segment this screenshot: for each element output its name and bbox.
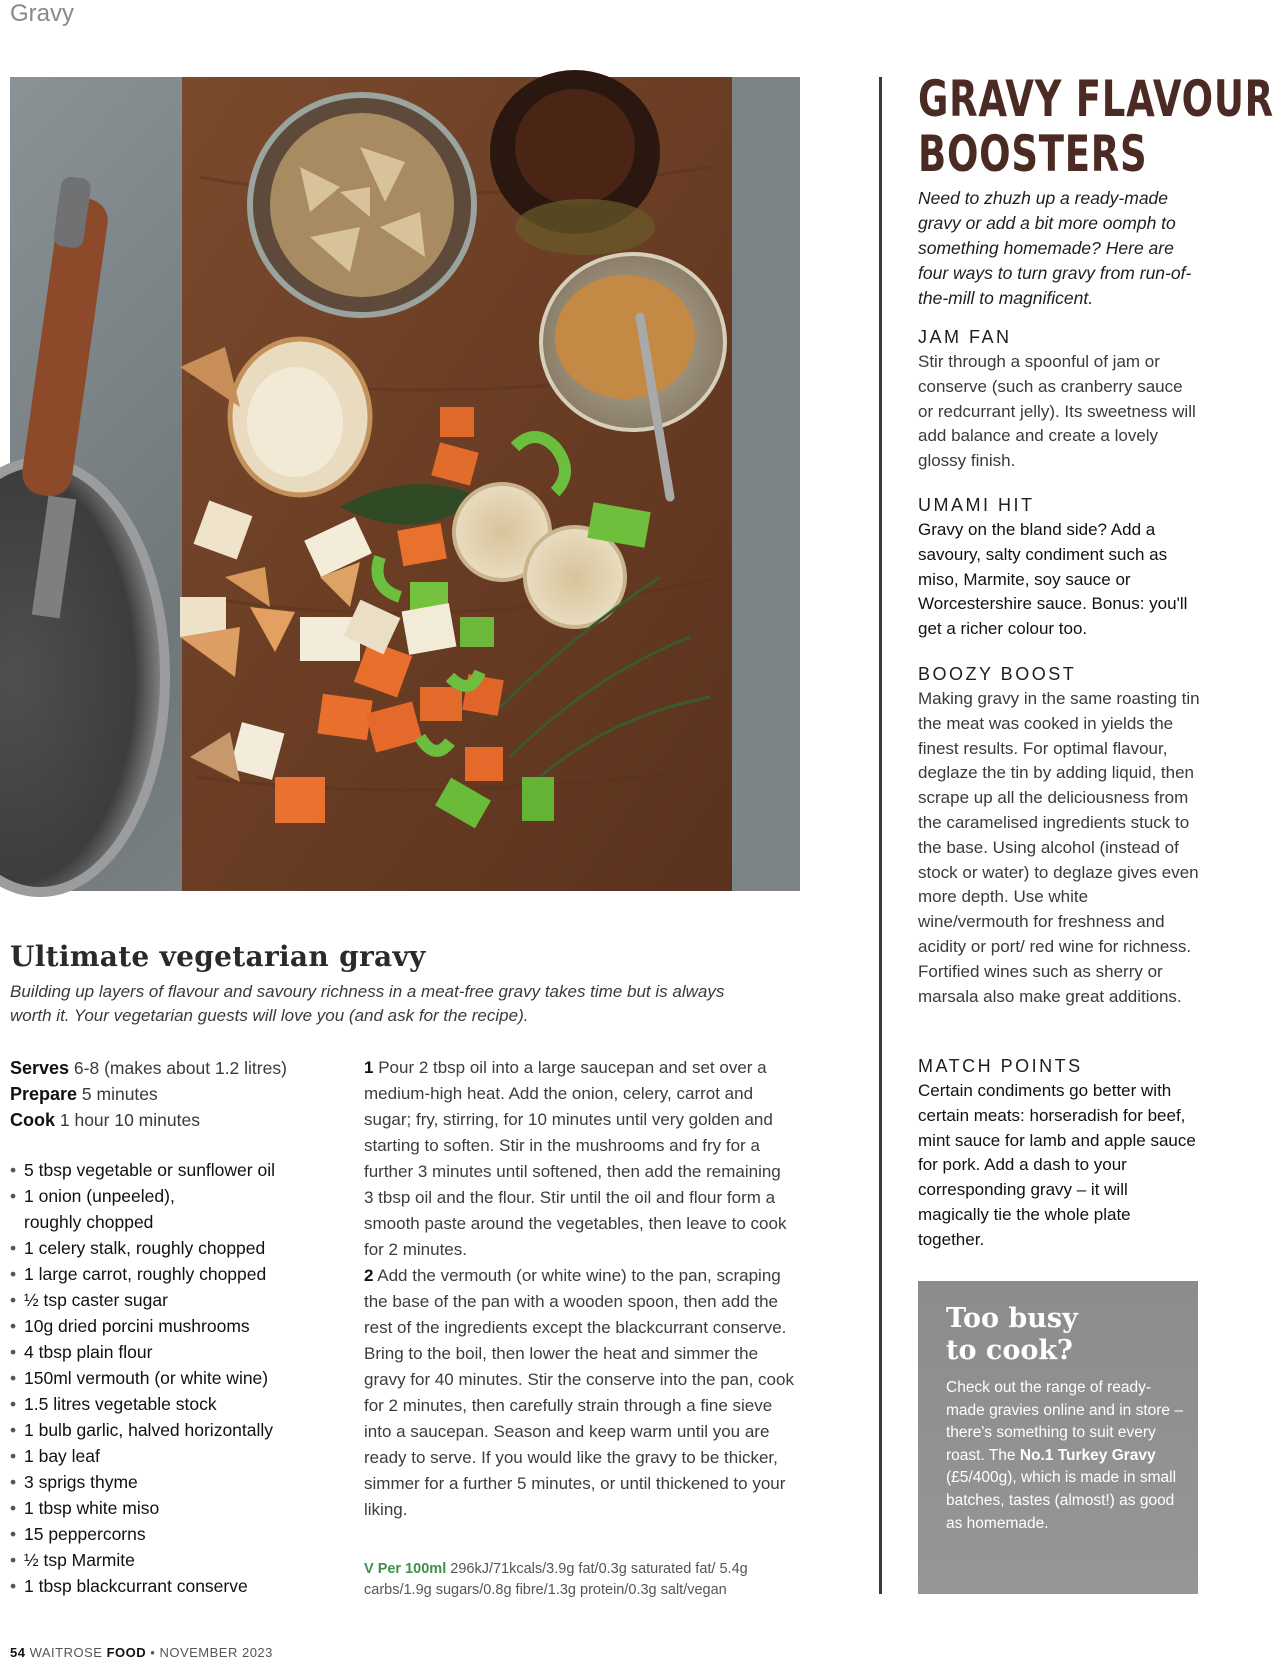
prepare-row [10,1081,287,1107]
step-number: 2 [364,1266,374,1285]
ingredient-item: • 150ml vermouth (or white wine) [10,1365,355,1391]
section-tag: Gravy [10,0,75,27]
tip-text: Gravy on the bland side? Add a savoury, salty condiment such as miso, Marmite, soy sauce or Worcestershire sauce. Bonus: you'll get a richer colour too. [918,520,1188,639]
ingredient-item: • 1 tbsp blackcurrant conserve [10,1573,355,1599]
issue-date: NOVEMBER 2023 [159,1645,273,1660]
brand-name-bold: FOOD [106,1645,147,1660]
separator-dot: • [150,1645,156,1660]
ingredient-item: • 15 peppercorns [10,1521,355,1547]
recipe-meta [10,1055,287,1133]
step-number: 1 [364,1058,374,1077]
tip-match-points [918,1053,1200,1253]
tip-umami-hit [918,492,1200,642]
step-text: Pour 2 tbsp oil into a large saucepan and set over a medium-high heat. Add the onion, celery, carrot and sugar; fry, stirring, for 10 minutes until very golden and starting to soften. Stir in the mushrooms and fry for a further 3 minutes until softened, then add the remaining 3 tbsp oil and the flour. Stir until the oil and flour form a smooth paste around the vegetables, then leave to cook for 2 minutes. [364,1058,787,1259]
too-busy-text-a: Check out the range of ready-made gravies online and in store – there's something to suit every roast. The [946,1379,1183,1464]
tip-heading: UMAMI HIT [918,495,1035,515]
boosters-title-line2: BOOSTERS [918,125,1148,183]
recipe-title: Ultimate vegetarian gravy [10,940,426,973]
brand-name: WAITROSE [29,1645,103,1660]
boosters-intro: Need to zhuzh up a ready-made gravy or add a bit more oomph to something homemade? Here are four ways to turn gravy from run-of-the-mill to magnificent. [918,188,1192,308]
too-busy-title-line2: to cook? [946,1335,1073,1366]
tip-heading: MATCH POINTS [918,1056,1083,1076]
ingredient-item: • ½ tsp caster sugar [10,1287,355,1313]
ingredient-item: • 1 onion (unpeeled), roughly chopped [10,1183,214,1235]
boosters-title-line1: GRAVY FLAVOUR [918,70,1274,128]
vegetarian-badge: V [364,1561,374,1577]
cook-label: Cook [10,1110,55,1130]
step-text: Add the vermouth (or white wine) to the pan, scraping the base of the pan with a wooden spoon, then add the rest of the ingredients except the blackcurrant conserve. Bring to the boil, then lower the heat and simmer the gravy for 40 minutes. Stir the conserve into the pan, cook for 2 minutes, then carefully strain through a fine sieve into a saucepan. Season and keep warm until you are ready to serve. If you would like the gravy to be thicker, simmer for a further 5 minutes, or until thickened to your liking. [364,1266,794,1519]
ingredient-item: • ½ tsp Marmite [10,1547,355,1573]
column-divider [879,77,882,1594]
ingredient-item: • 1 large carrot, roughly chopped [10,1261,355,1287]
ingredient-item: • 1.5 litres vegetable stock [10,1391,355,1417]
tip-text: Stir through a spoonful of jam or conserve (such as cranberry sauce or redcurrant jelly). Its sweetness will add balance and create a lovely glossy finish. [918,352,1196,471]
ingredients-photo [10,77,800,891]
tip-heading: JAM FAN [918,327,1012,347]
prepare-label: Prepare [10,1084,78,1104]
ingredient-item: • 1 bulb garlic, halved horizontally [10,1417,355,1443]
nutrition-label: Per 100ml [373,1561,447,1577]
tip-heading: BOOZY BOOST [918,664,1077,684]
nutrition-info [364,1559,804,1601]
ingredient-item: • 3 sprigs thyme [10,1469,355,1495]
ingredient-item: • 5 tbsp vegetable or sunflower oil [10,1157,355,1183]
tip-jam-fan [918,324,1200,474]
ingredient-item: • 4 tbsp plain flour [10,1339,355,1365]
boosters-title [918,70,1274,183]
serves-row [10,1055,287,1081]
tip-text: Making gravy in the same roasting tin the meat was cooked in yields the finest results. For optimal flavour, deglaze the tin by adding liquid, then scrape up all the deliciousness from the caramelised ingredients stuck to the base. Using alcohol (instead of stock or water) to deglaze gives even more depth. Use white wine/vermouth for freshness and acidity or port/ red wine for richness. Fortified wines such as sherry or marsala also make great additions. [918,689,1200,1006]
tip-text: Certain condiments go better with certain meats: horseradish for beef, mint sauce for lamb and apple sauce for pork. Add a dash to your corresponding gravy – it will magically tie the whole plate together. [918,1081,1196,1249]
too-busy-text-b: (£5/400g), which is made in small batches, tastes (almost!) as good as homemade. [946,1469,1177,1532]
method-step-1 [364,1055,794,1263]
method-step-2 [364,1263,794,1523]
tip-boozy-boost [918,661,1200,1009]
ingredient-item: • 1 tbsp white miso [10,1495,355,1521]
product-name: No.1 Turkey Gravy [1019,1446,1156,1464]
nutrition-values: 296kJ/71kcals/3.9g fat/0.3g saturated fat/ 5.4g carbs/1.9g sugars/0.8g fibre/1.3g protein/0.3g salt/vegan [364,1561,748,1598]
page-number: 54 [10,1645,26,1660]
ingredients-list [10,1157,355,1599]
ingredient-item: • 1 celery stalk, roughly chopped [10,1235,355,1261]
cook-value: 1 hour 10 minutes [55,1110,200,1130]
too-busy-box [918,1281,1198,1594]
marmite-jar [490,70,660,255]
page-footer [10,1645,273,1660]
dried-porcini-bowl [250,95,474,315]
too-busy-title-line1: Too busy [946,1303,1078,1334]
cook-row [10,1107,287,1133]
ingredient-item: • 10g dried porcini mushrooms [10,1313,355,1339]
too-busy-text [946,1377,1186,1535]
serves-label: Serves [10,1058,70,1078]
method [364,1055,794,1523]
serves-value: 6-8 (makes about 1.2 litres) [69,1058,287,1078]
saucepan [0,176,165,892]
recipe-intro: Building up layers of flavour and savoury richness in a meat-free gravy takes time but is always worth it. Your vegetarian guests will love you (and ask for the recipe). [10,982,725,1025]
prepare-value: 5 minutes [77,1084,158,1104]
ingredient-item: • 1 bay leaf [10,1443,355,1469]
too-busy-title [946,1303,1186,1367]
